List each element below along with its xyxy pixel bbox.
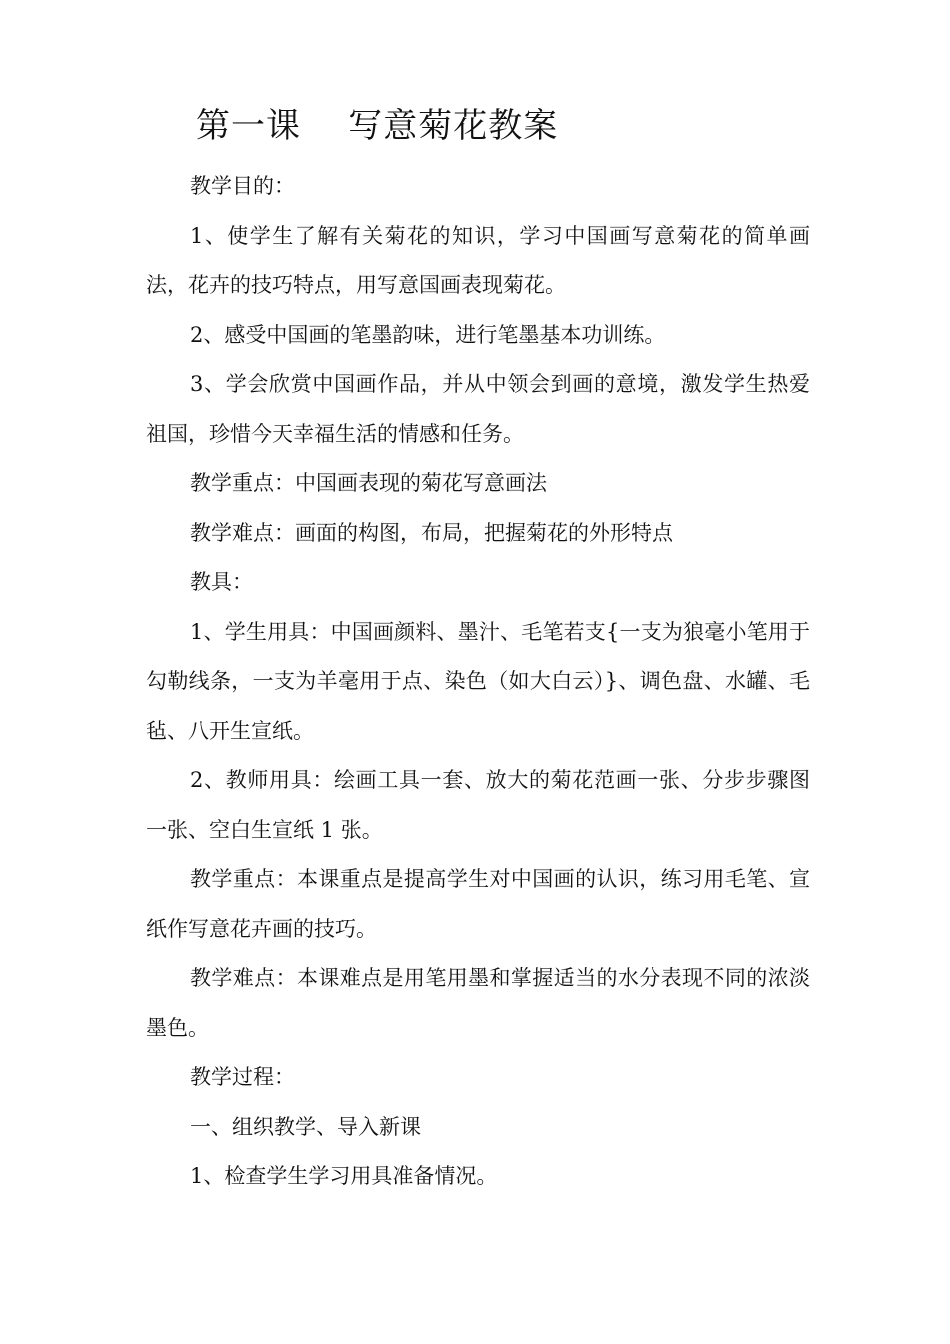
paragraph-process-heading: 教学过程： [190,1065,295,1089]
paragraph-objective-1: 1、使学生了解有关菊花的知识，学习中国画写意菊花的简单画法，花卉的技巧特点，用写意国画表现菊花。 [146,223,810,297]
document-body [146,162,810,1202]
paragraph-step-1-1: 1、检查学生学习用具准备情况。 [190,1164,498,1188]
paragraph-objective-3: 3、学会欣赏中国画作品，并从中领会到画的意境，激发学生热爱祖国，珍惜今天幸福生活的情感和任务。 [146,372,810,446]
paragraph-teacher-tools: 2、教师用具：绘画工具一套、放大的菊花范画一张、分步步骤图一张、空白生宣纸 1 张。 [146,768,810,842]
paragraph-student-tools: 1、学生用具：中国画颜料、墨汁、毛笔若支{一支为狼毫小笔用于勾勒线条，一支为羊毫用于点、染色（如大白云）}、调色盘、水罐、毛毡、八开生宣纸。 [146,619,810,743]
paragraph-objectives-heading: 教学目的： [190,174,295,198]
paragraph-key-point: 教学重点：中国画表现的菊花写意画法 [190,471,547,495]
page-title: 第一课 写意菊花教案 [196,106,559,146]
paragraph-difficulty-2: 教学难点：本课难点是用笔用墨和掌握适当的水分表现不同的浓淡墨色。 [146,966,810,1040]
paragraph-key-point-2: 教学重点：本课重点是提高学生对中国画的认识，练习用毛笔、宣纸作写意花卉画的技巧。 [146,867,810,941]
paragraph-step-1: 一、组织教学、导入新课 [190,1114,421,1139]
paragraph-difficulty: 教学难点：画面的构图，布局，把握菊花的外形特点 [190,520,673,545]
paragraph-objective-2: 2、感受中国画的笔墨韵味，进行笔墨基本功训练。 [190,322,666,347]
paragraph-tools-heading: 教具： [190,570,253,594]
